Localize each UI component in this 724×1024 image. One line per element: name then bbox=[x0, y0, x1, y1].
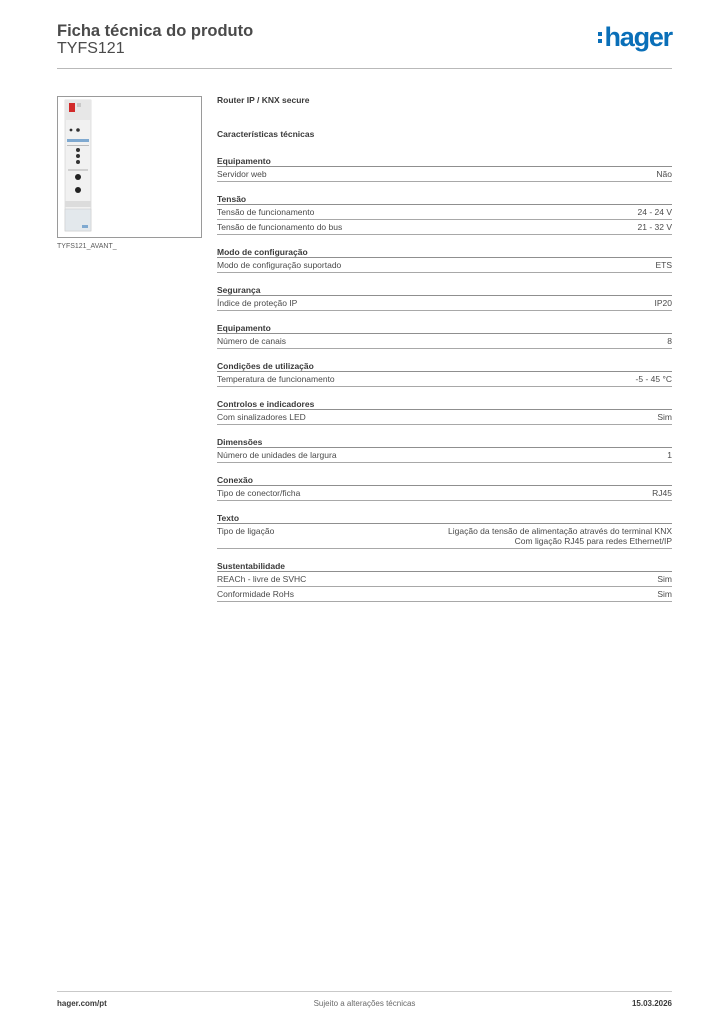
product-image-frame bbox=[57, 96, 202, 238]
spec-row-value bbox=[657, 589, 672, 599]
spec-group bbox=[217, 155, 672, 182]
spec-value-line: -5 - 45 °C bbox=[635, 374, 672, 384]
footer-date: 15.03.2026 bbox=[631, 999, 672, 1008]
spec-row-label: Temperatura de funcionamento bbox=[217, 374, 335, 384]
spec-row-label: Tipo de ligação bbox=[217, 526, 275, 536]
spec-row-value bbox=[656, 169, 672, 179]
document-title: Ficha técnica do produto bbox=[57, 22, 254, 40]
spec-value-line: RJ45 bbox=[652, 488, 672, 498]
product-device-image bbox=[58, 97, 201, 237]
spec-row bbox=[217, 334, 672, 349]
spec-groups bbox=[217, 155, 672, 602]
spec-group bbox=[217, 474, 672, 501]
spec-group-title: Sustentabilidade bbox=[217, 560, 672, 572]
spec-row-value bbox=[636, 374, 672, 384]
spec-row bbox=[217, 258, 672, 273]
product-code: TYFS121 bbox=[57, 40, 125, 57]
spec-group-title: Tensão bbox=[217, 193, 672, 205]
spec-value-line: Sim bbox=[657, 589, 672, 599]
spec-group bbox=[217, 193, 672, 235]
spec-value-line: 21 - 32 V bbox=[637, 222, 672, 232]
spec-value-line: 8 bbox=[667, 336, 672, 346]
spec-row-label: REACh - livre de SVHC bbox=[217, 574, 307, 584]
spec-row bbox=[217, 372, 672, 387]
spec-row bbox=[217, 524, 672, 549]
spec-value-line: 24 - 24 V bbox=[637, 207, 672, 217]
spec-value-line: Não bbox=[656, 169, 672, 179]
product-image-caption: TYFS121_AVANT_ bbox=[57, 243, 117, 250]
spec-group-title: Conexão bbox=[217, 474, 672, 486]
spec-row-value bbox=[652, 488, 672, 498]
spec-row-value bbox=[638, 222, 673, 232]
spec-value-line: 1 bbox=[667, 450, 672, 460]
spec-row-value bbox=[655, 298, 673, 308]
spec-row bbox=[217, 205, 672, 220]
spec-group bbox=[217, 436, 672, 463]
spec-row-value bbox=[448, 526, 672, 546]
spec-row-label: Servidor web bbox=[217, 169, 267, 179]
spec-row-label: Tensão de funcionamento bbox=[217, 207, 315, 217]
spec-heading: Características técnicas bbox=[217, 129, 315, 139]
logo-text: hager bbox=[604, 22, 672, 52]
spec-row bbox=[217, 220, 672, 235]
spec-group-title: Segurança bbox=[217, 284, 672, 296]
spec-group bbox=[217, 398, 672, 425]
spec-group-title: Equipamento bbox=[217, 155, 672, 167]
spec-row bbox=[217, 448, 672, 463]
spec-row-label: Modo de configuração suportado bbox=[217, 260, 342, 270]
spec-value-line: Sim bbox=[657, 574, 672, 584]
spec-row-label: Tensão de funcionamento do bus bbox=[217, 222, 343, 232]
spec-row-label: Número de canais bbox=[217, 336, 286, 346]
spec-group-title: Dimensões bbox=[217, 436, 672, 448]
product-name: Router IP / KNX secure bbox=[217, 95, 310, 105]
spec-group bbox=[217, 512, 672, 549]
spec-row-value bbox=[638, 207, 673, 217]
spec-row-label: Número de unidades de largura bbox=[217, 450, 337, 460]
spec-value-line: Com ligação RJ45 para redes Ethernet/IP bbox=[514, 536, 672, 546]
technical-specifications bbox=[217, 95, 672, 602]
spec-group bbox=[217, 284, 672, 311]
spec-value-line: IP20 bbox=[654, 298, 672, 308]
spec-group bbox=[217, 322, 672, 349]
spec-group bbox=[217, 246, 672, 273]
spec-row bbox=[217, 167, 672, 182]
logo-dots-icon bbox=[598, 32, 602, 43]
spec-row bbox=[217, 572, 672, 587]
spec-row-value bbox=[655, 260, 672, 270]
hager-logo bbox=[598, 24, 672, 51]
footer-website: hager.com/pt bbox=[57, 999, 107, 1008]
spec-row bbox=[217, 410, 672, 425]
spec-row-value bbox=[667, 336, 672, 346]
spec-row-value bbox=[657, 412, 672, 422]
spec-value-line: ETS bbox=[655, 260, 672, 270]
spec-row-value bbox=[667, 450, 672, 460]
spec-row-label: Conformidade RoHs bbox=[217, 589, 295, 599]
footer-note: Sujeito a alterações técnicas bbox=[313, 999, 416, 1008]
spec-group bbox=[217, 360, 672, 387]
spec-value-line: Sim bbox=[657, 412, 672, 422]
spec-row-label: Índice de proteção IP bbox=[217, 298, 298, 308]
spec-value-line: Ligação da tensão de alimentação através do terminal KNX bbox=[448, 526, 672, 536]
spec-group-title: Modo de configuração bbox=[217, 246, 672, 258]
spec-row-value bbox=[657, 574, 672, 584]
spec-row-label: Com sinalizadores LED bbox=[217, 412, 306, 422]
spec-group-title: Equipamento bbox=[217, 322, 672, 334]
spec-row bbox=[217, 587, 672, 602]
spec-group-title: Condições de utilização bbox=[217, 360, 672, 372]
spec-row bbox=[217, 486, 672, 501]
spec-row bbox=[217, 296, 672, 311]
page-footer bbox=[57, 991, 672, 1011]
spec-group-title: Texto bbox=[217, 512, 672, 524]
spec-group-title: Controlos e indicadores bbox=[217, 398, 672, 410]
page-header bbox=[57, 20, 672, 69]
spec-row-label: Tipo de conector/ficha bbox=[217, 488, 301, 498]
spec-group bbox=[217, 560, 672, 602]
